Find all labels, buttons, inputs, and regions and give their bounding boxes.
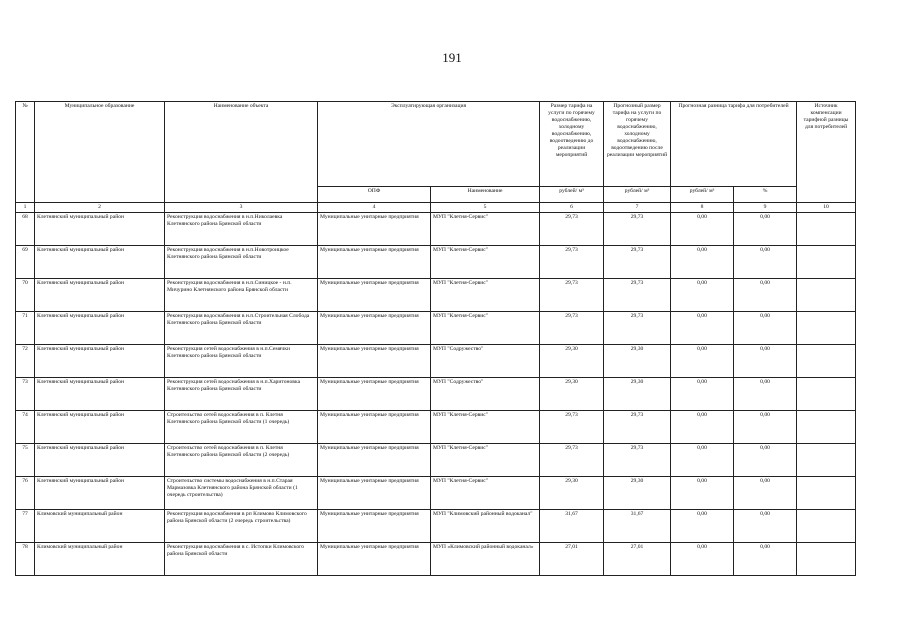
- row-source: [797, 213, 856, 246]
- table-row: [16, 510, 856, 543]
- row-diff-rub: 0,00: [671, 411, 734, 444]
- row-municipality: Клетнянский муниципальный район: [35, 444, 165, 477]
- row-diff-pct: 0,00: [734, 477, 797, 510]
- header-unit-tariff: рублей/ м³: [540, 187, 604, 203]
- row-operator-name: МУП "Клетня-Сервис": [431, 312, 540, 345]
- col-number: 4: [318, 203, 431, 213]
- row-no: 70: [16, 279, 35, 312]
- header-unit-diff: рублей/ м³: [671, 187, 734, 203]
- row-forecast-tariff: 29,73: [604, 246, 671, 279]
- row-diff-rub: 0,00: [671, 477, 734, 510]
- row-no: 68: [16, 213, 35, 246]
- row-source: [797, 510, 856, 543]
- row-diff-pct: 0,00: [734, 444, 797, 477]
- row-object: Строительство системы водоснабжения в н.п.Старая Мармазовка Клетнянского района Брянской области (1 очередь строительства): [165, 477, 318, 510]
- row-forecast-tariff: 29,73: [604, 312, 671, 345]
- row-forecast-tariff: 29,30: [604, 378, 671, 411]
- row-opf: Муниципальные унитарные предприятия: [318, 477, 431, 510]
- row-opf: Муниципальные унитарные предприятия: [318, 411, 431, 444]
- row-source: [797, 444, 856, 477]
- table-row: [16, 312, 856, 345]
- header-unit-pct: %: [734, 187, 797, 203]
- row-forecast-tariff: 29,30: [604, 345, 671, 378]
- row-diff-rub: 0,00: [671, 345, 734, 378]
- table-row: [16, 279, 856, 312]
- row-operator-name: МУП "Клетня-Сервис": [431, 444, 540, 477]
- row-source: [797, 312, 856, 345]
- row-object: Реконструкция водоснабжения в с. Истопки Климовского района Брянской области: [165, 543, 318, 576]
- row-opf: Муниципальные унитарные предприятия: [318, 312, 431, 345]
- row-source: [797, 477, 856, 510]
- row-tariff: 31,67: [540, 510, 604, 543]
- row-opf: Муниципальные унитарные предприятия: [318, 543, 431, 576]
- table-row: [16, 246, 856, 279]
- row-forecast-tariff: 29,30: [604, 477, 671, 510]
- header-forecast-diff: Прогнозная разница тарифа для потребителей: [671, 102, 797, 187]
- row-no: 74: [16, 411, 35, 444]
- row-diff-pct: 0,00: [734, 246, 797, 279]
- row-diff-pct: 0,00: [734, 543, 797, 576]
- row-object: Строительство сетей водоснабжения в п. Клетня Клетнянского района Брянской области (1 очередь): [165, 411, 318, 444]
- row-object: Реконструкция сетей водоснабжения в н.п.Харитоновка Клетнянского района Брянской области: [165, 378, 318, 411]
- row-diff-pct: 0,00: [734, 510, 797, 543]
- row-opf: Муниципальные унитарные предприятия: [318, 378, 431, 411]
- header-tariff: Размер тарифа на услуги по горячему водоснабжению, холодному водоснабжению, водоотведению до реализации мероприятий: [540, 102, 604, 187]
- row-diff-rub: 0,00: [671, 246, 734, 279]
- col-number: 6: [540, 203, 604, 213]
- row-operator-name: МУП "Клетня-Сервис": [431, 246, 540, 279]
- col-number: 7: [604, 203, 671, 213]
- row-municipality: Клетнянский муниципальный район: [35, 279, 165, 312]
- row-municipality: Клетнянский муниципальный район: [35, 378, 165, 411]
- col-number: 9: [734, 203, 797, 213]
- row-municipality: Клетнянский муниципальный район: [35, 312, 165, 345]
- row-tariff: 29,30: [540, 477, 604, 510]
- row-object: Реконструкция водоснабжения в рп Климово Климовского района Брянской области (2 очередь строительства): [165, 510, 318, 543]
- row-municipality: Клетнянский муниципальный район: [35, 246, 165, 279]
- row-source: [797, 411, 856, 444]
- col-number: 8: [671, 203, 734, 213]
- header-no: №: [16, 102, 35, 203]
- col-number: 1: [16, 203, 35, 213]
- table-row: [16, 213, 856, 246]
- row-diff-pct: 0,00: [734, 213, 797, 246]
- row-tariff: 29,73: [540, 444, 604, 477]
- row-tariff: 29,73: [540, 411, 604, 444]
- table-row: [16, 543, 856, 576]
- row-tariff: 29,73: [540, 279, 604, 312]
- row-object: Строительство сетей водоснабжения в п. Клетня Клетнянского района Брянской области (2 очередь): [165, 444, 318, 477]
- row-no: 76: [16, 477, 35, 510]
- row-opf: Муниципальные унитарные предприятия: [318, 345, 431, 378]
- page-number: 191: [442, 50, 462, 65]
- row-municipality: Клетнянский муниципальный район: [35, 477, 165, 510]
- row-no: 77: [16, 510, 35, 543]
- col-number: 2: [35, 203, 165, 213]
- table-row: [16, 477, 856, 510]
- row-operator-name: МУП "Климовский районный водоканал": [431, 510, 540, 543]
- table-body: [16, 213, 856, 576]
- header-opf: ОПФ: [318, 187, 431, 203]
- row-no: 78: [16, 543, 35, 576]
- row-source: [797, 378, 856, 411]
- row-tariff: 29,30: [540, 378, 604, 411]
- row-municipality: Климовский муниципальный район: [35, 543, 165, 576]
- row-source: [797, 345, 856, 378]
- row-forecast-tariff: 27,01: [604, 543, 671, 576]
- header-unit-forecast: рублей/ м³: [604, 187, 671, 203]
- col-number: 10: [797, 203, 856, 213]
- row-no: 75: [16, 444, 35, 477]
- col-number: 3: [165, 203, 318, 213]
- row-operator-name: МУП "Содружество": [431, 345, 540, 378]
- header-object: Наименование объекта: [165, 102, 318, 203]
- row-no: 69: [16, 246, 35, 279]
- table-row: [16, 378, 856, 411]
- row-diff-rub: 0,00: [671, 279, 734, 312]
- row-diff-rub: 0,00: [671, 378, 734, 411]
- row-tariff: 27,01: [540, 543, 604, 576]
- row-object: Реконструкция водоснабжения в н.п.Синицкое - н.п. Мичурино Клетнянского района Брянской области: [165, 279, 318, 312]
- investment-program-table: [15, 101, 856, 576]
- header-forecast-tariff: Прогнозный размер тарифа на услуги по горячему водоснабжению, холодному водоснабжению, водоотведению после реализации мероприятий: [604, 102, 671, 187]
- row-object: Реконструкция водоснабжения в н.п.Строительная Слобода Клетнянского района Брянской области: [165, 312, 318, 345]
- row-operator-name: МУП «Климовский районный водоканал»: [431, 543, 540, 576]
- row-tariff: 29,73: [540, 246, 604, 279]
- row-municipality: Климовский муниципальный район: [35, 510, 165, 543]
- header-name: Наименование: [431, 187, 540, 203]
- row-forecast-tariff: 29,73: [604, 213, 671, 246]
- row-no: 73: [16, 378, 35, 411]
- row-diff-rub: 0,00: [671, 312, 734, 345]
- table-row: [16, 444, 856, 477]
- row-diff-pct: 0,00: [734, 345, 797, 378]
- row-no: 71: [16, 312, 35, 345]
- table-row: [16, 345, 856, 378]
- col-number: 5: [431, 203, 540, 213]
- row-operator-name: МУП "Клетня-Сервис": [431, 477, 540, 510]
- row-municipality: Клетнянский муниципальный район: [35, 213, 165, 246]
- row-operator-name: МУП "Содружество": [431, 378, 540, 411]
- row-forecast-tariff: 31,67: [604, 510, 671, 543]
- row-forecast-tariff: 29,73: [604, 411, 671, 444]
- row-object: Реконструкция водоснабжения в н.п.Новотроицкое Клетнянского района Брянской области: [165, 246, 318, 279]
- row-opf: Муниципальные унитарные предприятия: [318, 246, 431, 279]
- row-no: 72: [16, 345, 35, 378]
- header-operator: Эксплуатирующая организация: [318, 102, 540, 187]
- table-row: [16, 411, 856, 444]
- row-operator-name: МУП "Клетня-Сервис": [431, 411, 540, 444]
- row-opf: Муниципальные унитарные предприятия: [318, 279, 431, 312]
- row-forecast-tariff: 29,73: [604, 444, 671, 477]
- row-diff-pct: 0,00: [734, 279, 797, 312]
- row-object: Реконструкция водоснабжения в н.п.Николаевка Клетнянского района Брянской области: [165, 213, 318, 246]
- header-source: Источник компенсации тарифной разницы для потребителей: [797, 102, 856, 203]
- row-forecast-tariff: 29,73: [604, 279, 671, 312]
- header-municipality: Муниципальное образование: [35, 102, 165, 203]
- row-opf: Муниципальные унитарные предприятия: [318, 510, 431, 543]
- row-opf: Муниципальные унитарные предприятия: [318, 213, 431, 246]
- row-diff-pct: 0,00: [734, 411, 797, 444]
- row-diff-pct: 0,00: [734, 378, 797, 411]
- row-object: Реконструкция сетей водоснабжения в н.п.Семячки Клетнянского района Брянской области: [165, 345, 318, 378]
- row-diff-rub: 0,00: [671, 543, 734, 576]
- row-opf: Муниципальные унитарные предприятия: [318, 444, 431, 477]
- row-tariff: 29,73: [540, 312, 604, 345]
- row-tariff: 29,30: [540, 345, 604, 378]
- row-diff-rub: 0,00: [671, 510, 734, 543]
- row-operator-name: МУП "Клетня-Сервис": [431, 213, 540, 246]
- row-operator-name: МУП "Клетня-Сервис": [431, 279, 540, 312]
- row-source: [797, 543, 856, 576]
- row-source: [797, 279, 856, 312]
- row-municipality: Клетнянский муниципальный район: [35, 345, 165, 378]
- row-diff-rub: 0,00: [671, 213, 734, 246]
- row-municipality: Клетнянский муниципальный район: [35, 411, 165, 444]
- row-diff-pct: 0,00: [734, 312, 797, 345]
- row-tariff: 29,73: [540, 213, 604, 246]
- row-diff-rub: 0,00: [671, 444, 734, 477]
- row-source: [797, 246, 856, 279]
